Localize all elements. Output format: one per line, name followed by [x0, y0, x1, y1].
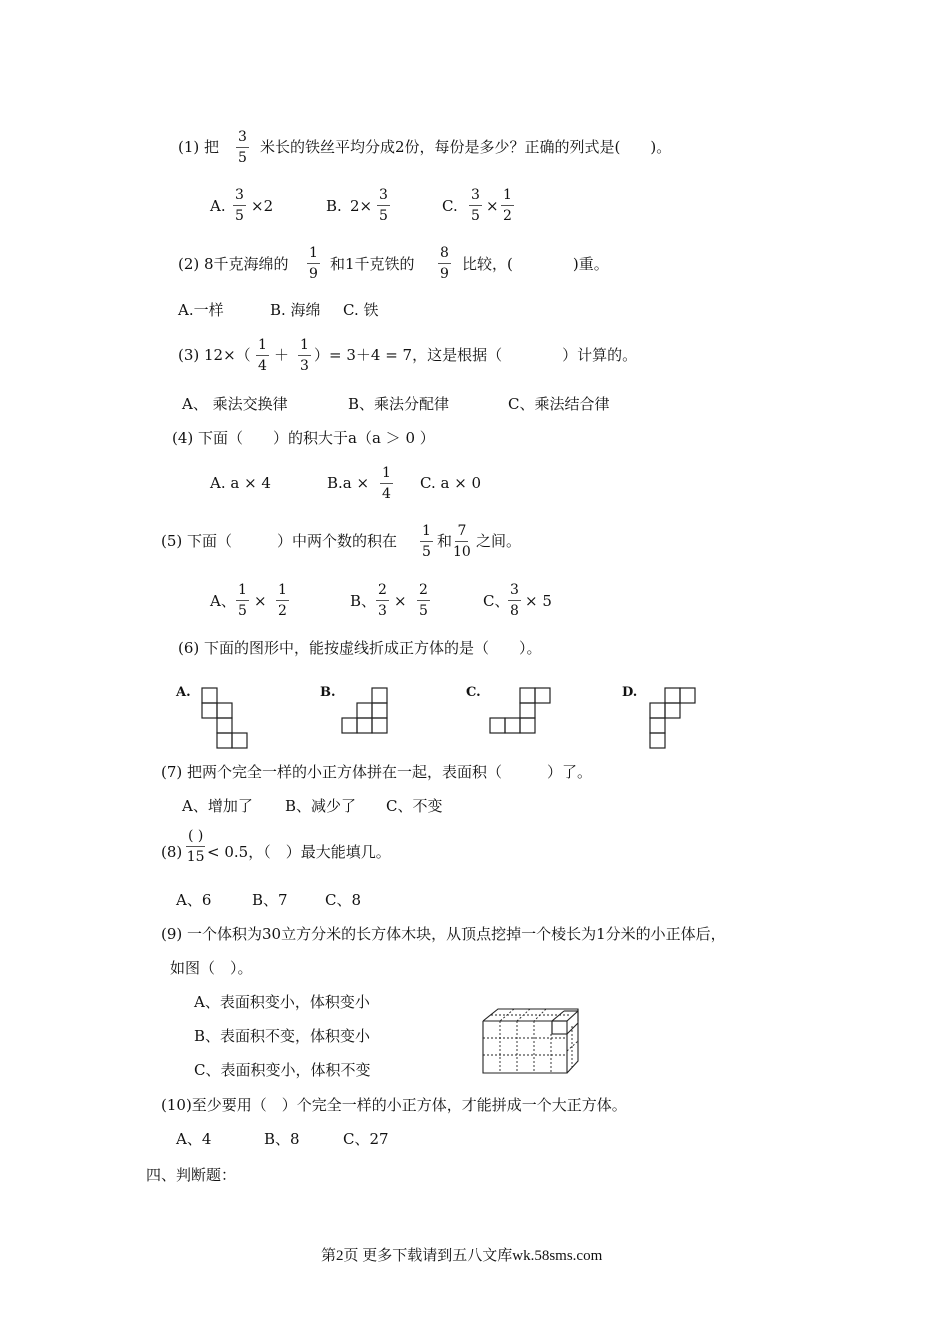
- q3-option-b: B、乘法分配律: [348, 395, 450, 413]
- q4-option-c: C. a × 0: [420, 474, 482, 492]
- q5-stem-pre: (5) 下面（ ）中两个数的积在: [161, 532, 398, 550]
- q1-option-a-fraction: $\frac{3}{5}$: [235, 187, 244, 224]
- q8-stem-post: < 0.5，（ ）最大能填几。: [207, 843, 391, 861]
- q3-stem-pre: (3) 12×（: [178, 346, 251, 364]
- q5-option-a-operator: ×: [254, 592, 267, 610]
- q6-option-d-label: D.: [622, 685, 638, 700]
- q6-stem: (6) 下面的图形中，能按虚线折成正方体的是（ ）。: [178, 639, 542, 657]
- q1-option-c-label: C.: [442, 197, 458, 215]
- q5-stem-mid: 和: [437, 532, 453, 550]
- q1-option-c-fraction-2: $\frac{1}{2}$: [503, 187, 512, 224]
- q1-stem-post: 米长的铁丝平均分成2份，每份是多少？正确的列式是( )。: [260, 138, 672, 156]
- q5-option-c-label: C、: [483, 592, 510, 610]
- q2-option-c: C. 铁: [343, 301, 379, 319]
- q6-net-b-figure: [340, 686, 392, 734]
- q4-option-a: A. a × 4: [210, 474, 271, 492]
- section-heading-judgement: 四、判断题：: [146, 1166, 237, 1184]
- q5-option-b-fraction-2: $\frac{2}{5}$: [419, 582, 428, 619]
- q6-option-b-label: B.: [320, 685, 336, 700]
- q3-option-c: C、乘法结合律: [508, 395, 610, 413]
- q2-stem-mid: 和1千克铁的: [330, 255, 415, 273]
- q7-option-b: B、减少了: [285, 797, 357, 815]
- q6-net-a-figure: [200, 686, 250, 750]
- q5-option-b-operator: ×: [394, 592, 407, 610]
- q6-option-c-label: C.: [466, 685, 481, 700]
- q1-option-b-fraction: $\frac{3}{5}$: [379, 187, 388, 224]
- q8-option-c: C、8: [325, 891, 362, 909]
- q10-option-a: A、4: [176, 1130, 212, 1148]
- q9-option-c: C、表面积变小，体积不变: [194, 1061, 371, 1079]
- q3-stem-fraction-2: $\frac{1}{3}$: [300, 337, 309, 374]
- q2-stem-pre: (2) 8千克海绵的: [178, 255, 289, 273]
- q10-stem: (10)至少要用（ ）个完全一样的小正方体，才能拼成一个大正方体。: [161, 1096, 627, 1114]
- q4-option-b-fraction: $\frac{1}{4}$: [382, 465, 391, 502]
- q7-option-a: A、增加了: [182, 797, 253, 815]
- q6-net-c-figure: [488, 686, 553, 734]
- q8-option-b: B、7: [252, 891, 288, 909]
- q5-stem-post: 之间。: [476, 532, 522, 550]
- q5-option-a-fraction-2: $\frac{1}{2}$: [278, 582, 287, 619]
- q10-option-c: C、27: [343, 1130, 389, 1148]
- q2-stem-fraction-2: $\frac{8}{9}$: [440, 245, 449, 282]
- q5-option-b-label: B、: [350, 592, 377, 610]
- q1-option-a-tail: ×2: [251, 197, 274, 215]
- q8-option-a: A、6: [176, 891, 212, 909]
- q5-option-c-fraction: $\frac{3}{8}$: [510, 582, 519, 619]
- q10-option-b: B、8: [264, 1130, 300, 1148]
- q5-option-a-fraction-1: $\frac{1}{5}$: [238, 582, 247, 619]
- q9-option-b: B、表面积不变，体积变小: [194, 1027, 371, 1045]
- q6-option-a-label: A.: [176, 685, 191, 700]
- q5-option-a-label: A、: [210, 592, 236, 610]
- q1-stem-fraction: $\frac{3}{5}$: [238, 129, 247, 166]
- q2-stem-post: 比较，( )重。: [462, 255, 609, 273]
- q1-option-c-fraction-1: $\frac{3}{5}$: [471, 187, 480, 224]
- q8-label: (8): [161, 843, 183, 861]
- q9-stem-line-1: (9) 一个体积为30立方分米的长方体木块，从顶点挖掉一个棱长为1分米的小正体后，: [161, 925, 726, 943]
- q9-cuboid-figure: [480, 1006, 582, 1074]
- q3-stem-fraction-1: $\frac{1}{4}$: [258, 337, 267, 374]
- q3-stem-plus: ＋: [274, 346, 290, 364]
- q2-stem-fraction-1: $\frac{1}{9}$: [309, 245, 318, 282]
- q9-option-a: A、表面积变小，体积变小: [194, 993, 370, 1011]
- q1-option-b-label: B.: [326, 197, 342, 215]
- q5-stem-fraction-2: $\frac{7}{10}$: [453, 523, 471, 560]
- q5-stem-fraction-1: $\frac{1}{5}$: [422, 523, 431, 560]
- page-footer: 第2页 更多下载请到五八文库wk.58sms.com: [321, 1248, 603, 1264]
- q1-stem-pre: (1) 把: [178, 138, 220, 156]
- q1-option-a-label: A.: [210, 197, 226, 215]
- q9-stem-line-2: 如图（ ）。: [170, 959, 253, 977]
- q7-stem: (7) 把两个完全一样的小正方体拼在一起，表面积（ ）了。: [161, 763, 593, 781]
- q3-option-a: A、 乘法交换律: [182, 395, 288, 413]
- q4-option-b-head: B.a ×: [327, 474, 370, 492]
- q5-option-c-tail: × 5: [525, 592, 552, 610]
- q2-option-a: A.一样: [178, 301, 224, 319]
- q2-option-b: B. 海绵: [270, 301, 321, 319]
- q1-option-c-operator: ×: [486, 197, 499, 215]
- q4-stem: (4) 下面（ ）的积大于a（a ＞ 0 ）: [172, 429, 435, 447]
- q5-option-b-fraction-1: $\frac{2}{3}$: [378, 582, 387, 619]
- q7-option-c: C、不变: [386, 797, 443, 815]
- q6-net-d-figure: [648, 686, 698, 750]
- q3-stem-post: ）= 3＋4 = 7，这是根据（ ）计算的。: [314, 346, 638, 364]
- q8-fraction: ( ) 15: [186, 828, 205, 865]
- q1-option-b-head: 2×: [350, 197, 373, 215]
